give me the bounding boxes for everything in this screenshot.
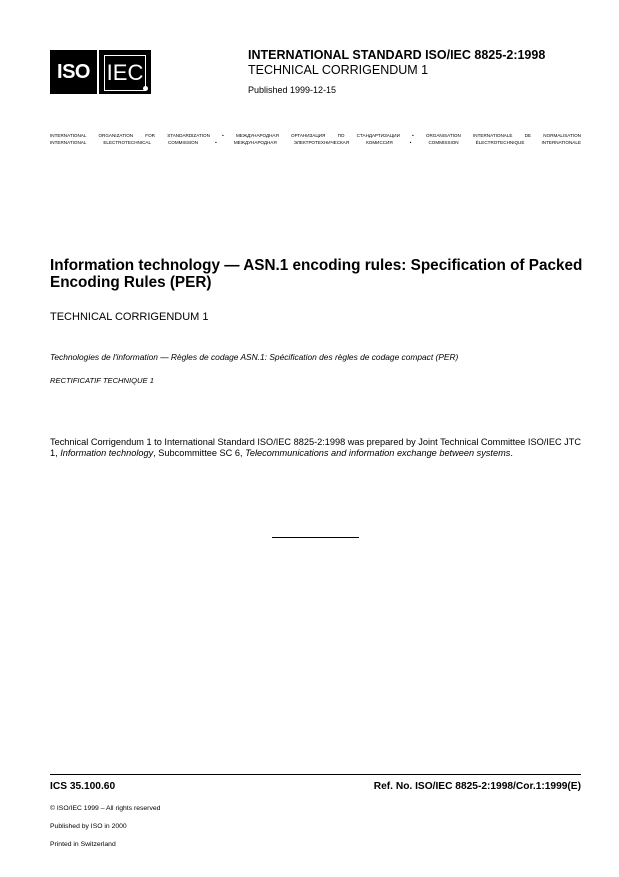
iso-logo-text: ISO: [57, 61, 90, 83]
published-by: Published by ISO in 2000: [50, 823, 127, 830]
body-paragraph: [50, 437, 581, 459]
body-text-2: , Subcommittee SC 6,: [153, 448, 246, 459]
body-text-3: .: [510, 448, 513, 459]
body-text-1: Technical Corrigendum 1 to International Standard ISO/IEC 8825-2:1998 was prepared by Joint Technical Committee ISO/IEC JTC 1,: [50, 437, 581, 459]
organizations-line-1: INTERNATIONAL ORGANIZATION FOR STANDARDIZATION • МЕЖДУНАРОДНАЯ ОРГАНИЗАЦИЯ ПО СТАНДАРТИЗАЦИИ • ORGANISATION INTERNATIONALE DE NORMALISATION: [50, 133, 581, 138]
organizations-line-2: INTERNATIONAL ELECTROTECHNICAL COMMISSION • МЕЖДУНАРОДНАЯ ЭЛЕКТРОТЕХНИЧЕСКАЯ КОМИССИЯ • COMMISSION ÉLECTROTECHNIQUE INTERNATIONALE: [50, 140, 581, 145]
document-title: Information technology — ASN.1 encoding rules: Specification of Packed Encoding Rules (PER): [50, 257, 583, 291]
iec-logo-text: IEC: [104, 55, 146, 91]
center-divider: [272, 537, 359, 538]
printed-in: Printed in Switzerland: [50, 841, 116, 848]
iec-logo: [99, 50, 151, 94]
published-date: Published 1999-12-15: [248, 85, 337, 95]
iec-logo-dot: [143, 86, 148, 91]
iso-logo: [50, 50, 97, 94]
footer-divider: [50, 774, 581, 775]
standard-title: INTERNATIONAL STANDARD ISO/IEC 8825-2:1998: [248, 48, 546, 62]
corrigendum-label: TECHNICAL CORRIGENDUM 1: [248, 63, 429, 77]
body-italic-1: Information technology: [60, 448, 154, 459]
reference-number: Ref. No. ISO/IEC 8825-2:1998/Cor.1:1999(E): [373, 781, 581, 792]
corrigendum-french: RECTIFICATIF TECHNIQUE 1: [50, 376, 154, 385]
copyright-notice: © ISO/IEC 1999 – All rights reserved: [50, 805, 161, 812]
ics-code: ICS 35.100.60: [50, 781, 116, 792]
document-title-french: Technologies de l'information — Règles de codage ASN.1: Spécification des règles de codage compact (PER): [50, 352, 459, 362]
corrigendum-english: TECHNICAL CORRIGENDUM 1: [50, 311, 209, 323]
body-italic-2: Telecommunications and information exchange between systems: [245, 448, 511, 459]
